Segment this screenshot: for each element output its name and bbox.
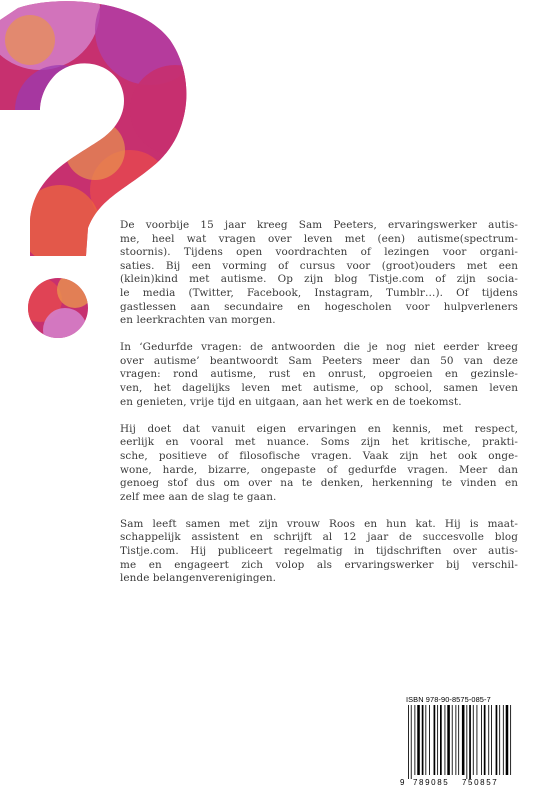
- text-line: sche, positieve of filosofische vragen. Vaak zijn het ook onge-: [120, 449, 518, 462]
- blurb-paragraph-2: [120, 341, 518, 409]
- barcode-bar: [496, 705, 498, 775]
- text-line: eerlijk en vooral met nuance. Soms zijn het kritische, prakti-: [120, 436, 518, 449]
- barcode-digits-right: 750857: [462, 778, 499, 787]
- text-line: ven, het dagelijks leven met autisme, op school, samen leven: [120, 382, 518, 395]
- text-line: vragen: rond autisme, rust en onrust, opgroeien en gezinsle-: [120, 368, 518, 381]
- blurb-paragraph-3: [120, 423, 518, 505]
- text-line: genoeg stof dus om over na te denken, herkenning te vinden en: [120, 477, 518, 490]
- text-line: en leerkrachten van morgen.: [120, 314, 276, 327]
- barcode-bar: [437, 705, 438, 775]
- barcode-bar: [440, 705, 442, 775]
- barcode-bar: [414, 705, 415, 775]
- text-line: Sam leeft samen met zijn vrouw Roos en hun kat. Hij is maat-: [120, 517, 518, 530]
- text-line: over autisme’ beantwoordt Sam Peeters meer dan 50 van deze: [120, 354, 518, 367]
- barcode-bar: [425, 705, 426, 775]
- blurb-paragraph-1: [120, 219, 518, 328]
- text-line: In ‘Gedurfde vragen: de antwoorden die je nog niet eerder kreeg: [120, 341, 518, 354]
- text-line: wone, harde, bizarre, ongepaste of gedurfde vragen. Meer dan: [120, 463, 518, 476]
- isbn-label: ISBN 978-90-8575-085-7: [406, 695, 491, 704]
- barcode-bar: [445, 705, 446, 775]
- text-line: Hij doet dat vanuit eigen ervaringen en kennis, met respect,: [120, 422, 518, 435]
- barcode-bar: [408, 705, 409, 779]
- barcode-bar: [455, 705, 456, 775]
- text-line: lende belangenverenigingen.: [120, 572, 277, 585]
- barcode-bar: [484, 705, 486, 775]
- text-line: De voorbije 15 jaar kreeg Sam Peeters, ervaringswerker autis-: [120, 219, 518, 231]
- text-line: en genieten, vrije tijd en uitgaan, aan het werk en de toekomst.: [120, 395, 462, 408]
- text-line: le media (Twitter, Facebook, Instagram, Tumblr…). Of tijdens: [120, 286, 518, 299]
- barcode-bar: [458, 705, 459, 775]
- barcode-bar: [488, 705, 489, 775]
- barcode-bar: [473, 705, 474, 775]
- barcode-bar: [417, 705, 420, 775]
- barcode-bar: [499, 705, 500, 775]
- text-line: me, heel wat vragen over leven met (een) autisme(spectrum-: [120, 232, 518, 245]
- barcode-digit-first: 9: [400, 778, 405, 787]
- barcode-bar: [452, 705, 453, 775]
- barcode-bar: [429, 705, 430, 775]
- text-line: (klein)kind met autisme. Op zijn blog Tistje.com of zijn socia-: [120, 273, 518, 286]
- barcode-bars: [408, 705, 511, 779]
- barcode-digits-left: 789085: [413, 778, 450, 787]
- barcode-bar: [481, 705, 482, 775]
- text-line: stoornis). Tijdens open voordrachten of lezingen voor organi-: [120, 246, 518, 259]
- barcode-bar: [477, 705, 478, 775]
- text-line: zelf mee aan de slag te gaan.: [120, 490, 277, 503]
- barcode-bar: [422, 705, 424, 775]
- text-line: me en engageert zich volop als ervaringswerker bij verschil-: [120, 558, 518, 571]
- text-line: gastlessen aan secundaire en hogescholen voor hulpverleners: [120, 300, 518, 313]
- barcode-bar: [411, 705, 412, 779]
- barcode-bar: [491, 705, 492, 775]
- barcode-bar: [510, 705, 511, 775]
- barcode-bar: [434, 705, 436, 775]
- barcode-bar: [506, 705, 509, 775]
- barcode-bar: [466, 705, 467, 779]
- blurb-paragraph-4: [120, 518, 518, 586]
- text-line: saties. Bij een vorming of cursus voor (groot)ouders met een: [120, 259, 518, 272]
- barcode-bar: [503, 705, 504, 775]
- barcode-bar: [469, 705, 471, 779]
- back-cover-blurb: [120, 219, 518, 599]
- text-line: schappelijk assistent en schrijft al 12 jaar de succesvolle blog: [120, 531, 518, 544]
- barcode: [400, 705, 517, 787]
- barcode-bar: [462, 705, 465, 775]
- text-line: Tistje.com. Hij publiceert regelmatig in tijdschriften over autis-: [120, 544, 518, 557]
- barcode-bar: [447, 705, 450, 775]
